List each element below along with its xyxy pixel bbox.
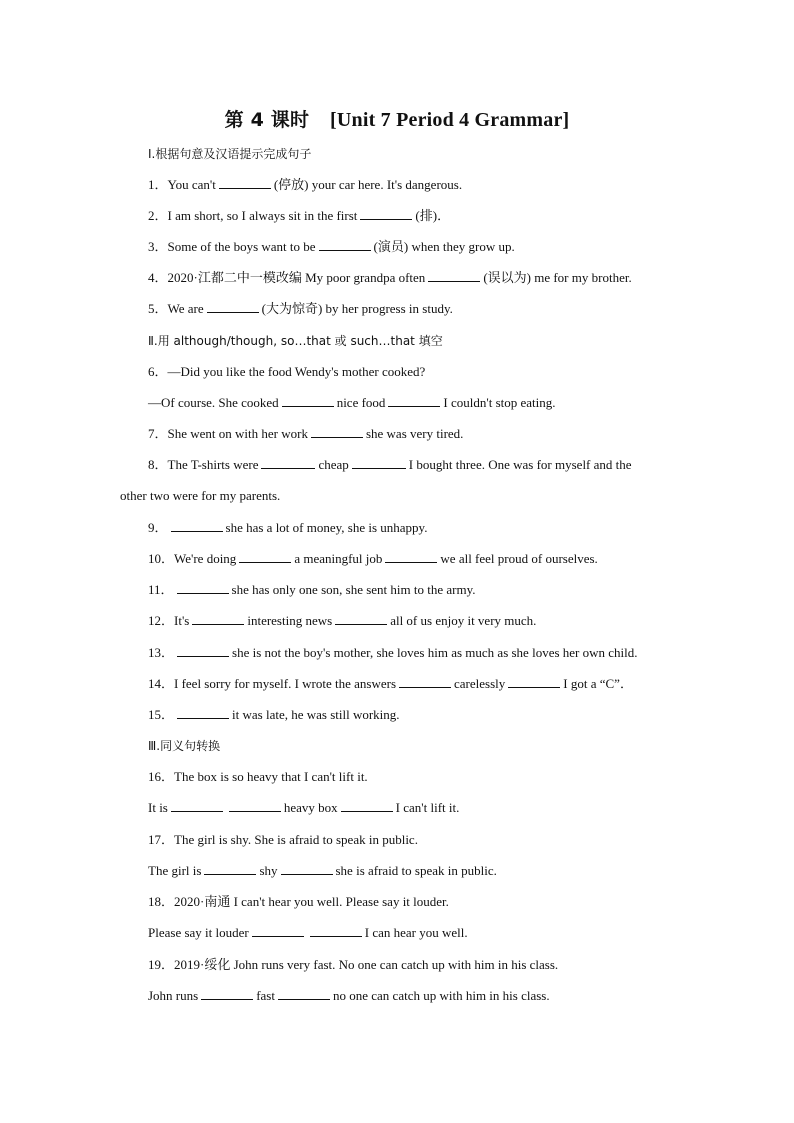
q13-post: she is not the boy's mother, she loves him as much as she loves her own child. [232,645,638,660]
question-16 [148,768,368,786]
q13-pre: 13． [148,645,175,660]
q16-mid: heavy box [283,800,338,815]
q8-pre: 8．The T-shirts were [148,457,259,472]
answer-blank[interactable] [341,799,393,812]
answer-blank[interactable] [335,612,387,625]
answer-blank[interactable] [171,519,223,532]
q17-original: 17．The girl is shy. She is afraid to speak in public. [148,832,418,847]
question-6-answer [148,394,556,412]
answer-blank[interactable] [177,706,229,719]
answer-blank[interactable] [281,862,333,875]
q14-pre: 14．I feel sorry for myself. I wrote the answers [148,676,397,691]
answer-blank[interactable] [508,675,560,688]
q2-post: (排)． [415,208,451,223]
q19-mid: fast [256,988,275,1003]
question-4 [148,269,632,287]
q12-mid: interesting news [247,613,333,628]
q6-mid: nice food [336,395,386,410]
q11-pre: 11． [148,582,174,597]
answer-blank[interactable] [428,269,480,282]
q19-pre: John runs [148,988,199,1003]
answer-blank[interactable] [360,207,412,220]
q18-pre: Please say it louder [148,925,249,940]
answer-blank[interactable] [252,924,304,937]
answer-blank[interactable] [310,924,362,937]
q18-post: I can hear you well. [364,925,468,940]
question-7 [148,425,463,443]
section-heading-1-text: Ⅰ.根据句意及汉语提示完成句子 [148,147,312,161]
answer-blank[interactable] [171,799,223,812]
question-9 [148,519,427,537]
q16-original: 16．The box is so heavy that I can't lift it. [148,769,368,784]
q2-pre: 2．I am short, so I always sit in the first [148,208,358,223]
q17-pre: The girl is [148,863,202,878]
q5-post: (大为惊奇) by her progress in study. [261,301,453,316]
answer-blank[interactable] [219,176,271,189]
question-8 [148,456,632,474]
question-18 [148,893,449,911]
q7-post: she was very tired. [365,426,464,441]
question-17 [148,831,418,849]
section-heading-1 [148,145,311,163]
q17-post: she is afraid to speak in public. [335,863,497,878]
q6-pre: —Of course. She cooked [148,395,279,410]
question-19 [148,956,558,974]
q10-pre: 10．We're doing [148,551,237,566]
question-13 [148,644,638,662]
answer-blank[interactable] [278,987,330,1000]
q1-post: (停放) your car here. It's dangerous. [273,177,463,192]
q15-post: it was late, he was still working. [232,707,400,722]
q10-post: we all feel proud of ourselves. [440,551,598,566]
q3-post: (演员) when they grow up. [373,239,515,254]
answer-blank[interactable] [388,394,440,407]
q8-post: I bought three. One was for myself and the [408,457,632,472]
answer-blank[interactable] [192,612,244,625]
q11-post: she has only one son, she sent him to the army. [231,582,476,597]
answer-blank[interactable] [399,675,451,688]
q8-mid: cheap [318,457,349,472]
q18-original: 18．2020·南通 I can't hear you well. Please say it louder. [148,894,449,909]
q5-pre: 5．We are [148,301,204,316]
q8-continued-text: other two were for my parents. [120,488,281,503]
question-10 [148,550,598,568]
q7-pre: 7．She went on with her work [148,426,308,441]
q1-pre: 1．You can't [148,177,216,192]
section-heading-2-text: Ⅱ.用 although/though, so…that 或 such…that 填空 [148,334,443,348]
q6-question: 6．—Did you like the food Wendy's mother cooked? [148,364,426,379]
q12-pre: 12．It's [148,613,190,628]
q15-pre: 15． [148,707,175,722]
q16-pre: It is [148,800,168,815]
question-19-rewrite [148,987,550,1005]
question-6 [148,363,425,381]
question-2 [148,207,450,225]
answer-blank[interactable] [201,987,253,1000]
q3-pre: 3．Some of the boys want to be [148,239,316,254]
section-heading-3-text: Ⅲ.同义句转换 [148,739,221,753]
q17-mid: shy [259,863,278,878]
question-11 [148,581,475,599]
answer-blank[interactable] [352,456,406,469]
answer-blank[interactable] [385,550,437,563]
section-heading-2 [148,332,443,350]
section-heading-3 [148,737,220,755]
q19-original: 19．2019·绥化 John runs very fast. No one can catch up with him in his class. [148,957,559,972]
q10-mid: a meaningful job [294,551,383,566]
question-16-rewrite [148,799,459,817]
answer-blank[interactable] [204,862,256,875]
q14-post: I got a “C”． [563,676,633,691]
question-1 [148,176,462,194]
question-12 [148,612,536,630]
title-lesson: 第 4 课时 [224,109,310,131]
question-18-rewrite [148,924,468,942]
q9-post: she has a lot of money, she is unhappy. [225,520,428,535]
answer-blank[interactable] [311,425,363,438]
answer-blank[interactable] [177,581,229,594]
answer-blank[interactable] [207,300,259,313]
answer-blank[interactable] [261,456,315,469]
answer-blank[interactable] [229,799,281,812]
q14-mid: carelessly [454,676,506,691]
question-8-continued [120,487,280,505]
q4-pre: 4．2020·江都二中一模改编 My poor grandpa often [148,270,426,285]
q16-post: I can't lift it. [395,800,460,815]
question-14 [148,675,633,693]
answer-blank[interactable] [177,644,229,657]
answer-blank[interactable] [319,238,371,251]
answer-blank[interactable] [282,394,334,407]
q9-pre: 9． [148,520,168,535]
q4-post: (误以为) me for my brother. [483,270,632,285]
q6-post: I couldn't stop eating. [443,395,556,410]
question-15 [148,706,400,724]
title-unit: [Unit 7 Period 4 Grammar] [330,109,570,131]
answer-blank[interactable] [239,550,291,563]
question-17-rewrite [148,862,497,880]
q19-post: no one can catch up with him in his class. [332,988,550,1003]
question-3 [148,238,515,256]
q12-post: all of us enjoy it very much. [390,613,537,628]
question-5 [148,300,453,318]
page-title [0,105,794,132]
